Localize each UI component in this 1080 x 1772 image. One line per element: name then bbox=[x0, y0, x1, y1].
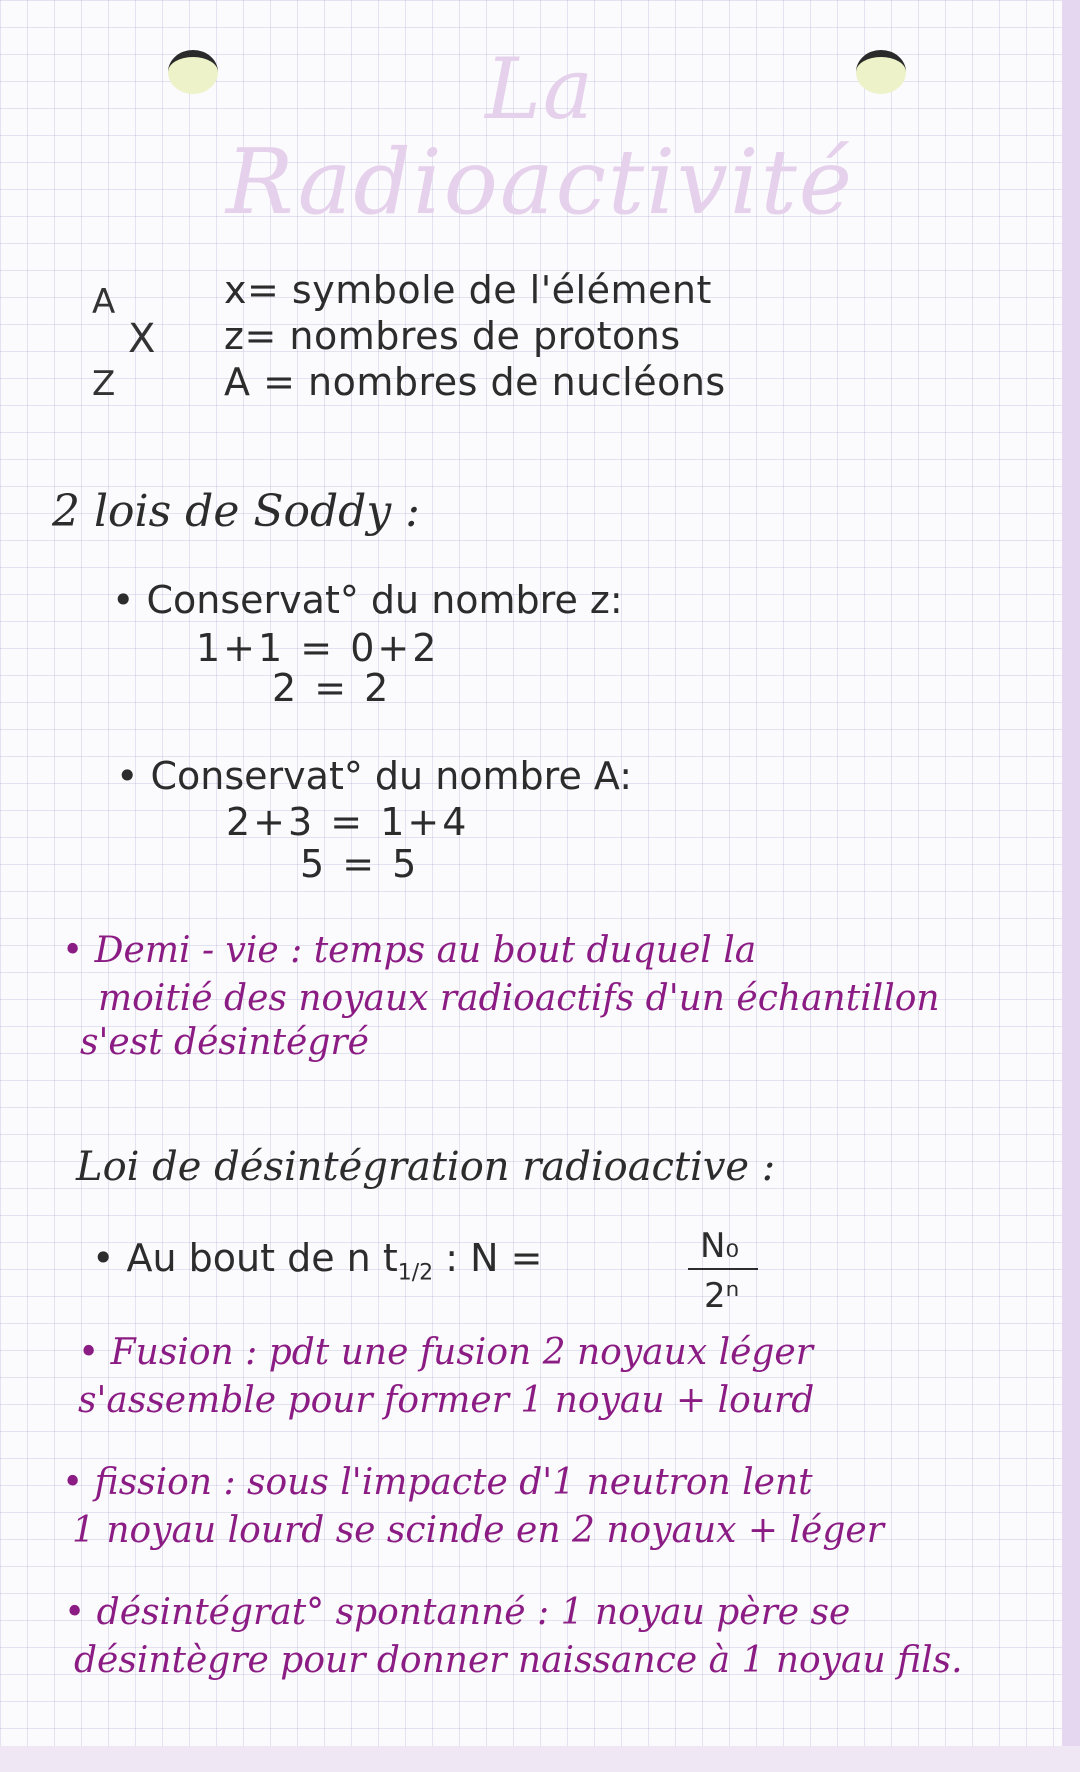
mass-number-symbol: A bbox=[92, 282, 116, 322]
bottom-strip bbox=[0, 1746, 1080, 1772]
definition-a: A = nombres de nucléons bbox=[224, 360, 726, 404]
z-equation-1: 1+1 = 0+2 bbox=[196, 626, 440, 670]
formula-numerator: N₀ bbox=[700, 1226, 740, 1266]
margin-strip bbox=[1062, 0, 1080, 1772]
half-life-line3: s'est désintégré bbox=[80, 1022, 369, 1063]
decay-law-heading: Loi de désintégration radioactive : bbox=[76, 1144, 776, 1190]
z-equation-2: 2 = 2 bbox=[272, 666, 392, 710]
fraction-bar bbox=[688, 1268, 758, 1270]
soddy-heading: 2 lois de Soddy : bbox=[52, 486, 421, 537]
page-title-line1: La bbox=[485, 40, 595, 138]
element-symbol: X bbox=[128, 316, 156, 362]
z-conservation-label: • Conservat° du nombre z: bbox=[112, 578, 623, 622]
a-equation-1: 2+3 = 1+4 bbox=[226, 800, 470, 844]
definition-z: z= nombres de protons bbox=[224, 314, 681, 358]
a-conservation-label: • Conservat° du nombre A: bbox=[116, 754, 633, 798]
spontaneous-line2: désintègre pour donner naissance à 1 noyau fils. bbox=[74, 1640, 963, 1681]
page-title-line2: Radioactivité bbox=[225, 130, 855, 235]
formula-denominator: 2ⁿ bbox=[704, 1276, 740, 1316]
fission-line2: 1 noyau lourd se scinde en 2 noyaux + léger bbox=[72, 1510, 884, 1551]
spontaneous-line1: • désintégrat° spontanné : 1 noyau père se bbox=[64, 1592, 851, 1633]
atomic-number-symbol: Z bbox=[92, 364, 116, 404]
definition-x: x= symbole de l'élément bbox=[224, 268, 712, 312]
fission-line1: • fission : sous l'impacte d'1 neutron lent bbox=[62, 1462, 813, 1503]
a-equation-2: 5 = 5 bbox=[300, 842, 420, 886]
decay-law-formula: • Au bout de n $t_{1/2}$ : N = bbox=[92, 1236, 543, 1286]
fusion-line2: s'assemble pour former 1 noyau + lourd bbox=[78, 1380, 815, 1421]
fusion-line1: • Fusion : pdt une fusion 2 noyaux léger bbox=[78, 1332, 813, 1373]
half-life-line1: • Demi - vie : temps au bout duquel la bbox=[62, 930, 757, 971]
half-life-line2: moitié des noyaux radioactifs d'un échantillon bbox=[98, 978, 940, 1019]
